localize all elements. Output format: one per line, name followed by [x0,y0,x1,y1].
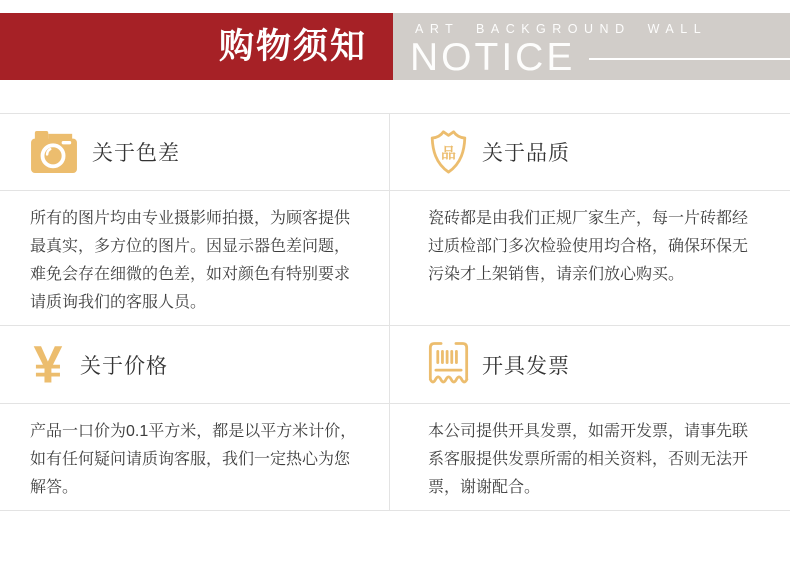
left-column [0,114,390,510]
section-price-header [0,326,389,404]
notice-sections [0,113,790,511]
right-column [390,114,790,510]
svg-text:品: 品 [441,145,456,162]
header-tagline: ART BACKGROUND WALL [415,22,708,36]
section-color-difference-body [0,191,389,326]
section-invoice-body [390,404,790,510]
section-paragraph: 瓷砖都是由我们正规厂家生产，每一片砖都经过质检部门多次检验使用均合格，确保环保无污染才上架销售，请亲们放心购买。 [428,210,749,283]
section-price-body [0,404,389,510]
notice-label: NOTICE [410,35,576,79]
notice-row [410,35,790,79]
header-banner-gray [393,13,790,80]
section-paragraph: 本公司提供开具发票，如需开发票，请事先联系客服提供发票所需的相关资料，否则无法开票，谢谢配合。 [428,423,749,496]
section-title: 关于色差 [92,142,180,165]
section-quality-header [390,114,790,191]
page-title: 购物须知 [218,27,367,66]
section-invoice-header [390,326,790,404]
camera-icon [30,130,78,174]
section-title: 关于价格 [80,354,168,378]
section-title: 开具发票 [482,354,570,378]
shield-icon [428,129,469,176]
section-quality-body [390,191,790,326]
invoice-icon [428,341,469,388]
notice-underline [589,58,790,60]
shopping-notice-panel [0,13,790,574]
section-paragraph: 产品一口价为0.1平方米，都是以平方米计价，如有任何疑问请质询客服，我们一定热心为您解答。 [30,423,357,496]
yuan-icon: ¥ [33,334,63,395]
header-banner-red [0,13,393,80]
header-banner [0,13,790,80]
section-color-difference-header [0,114,389,191]
section-paragraph: 所有的图片均由专业摄影师拍摄，为顾客提供最真实，多方位的图片。因显示器色差问题，难免会存在细微的色差，如对颜色有特别要求请质询我们的客服人员。 [30,210,351,311]
section-title: 关于品质 [482,142,570,165]
